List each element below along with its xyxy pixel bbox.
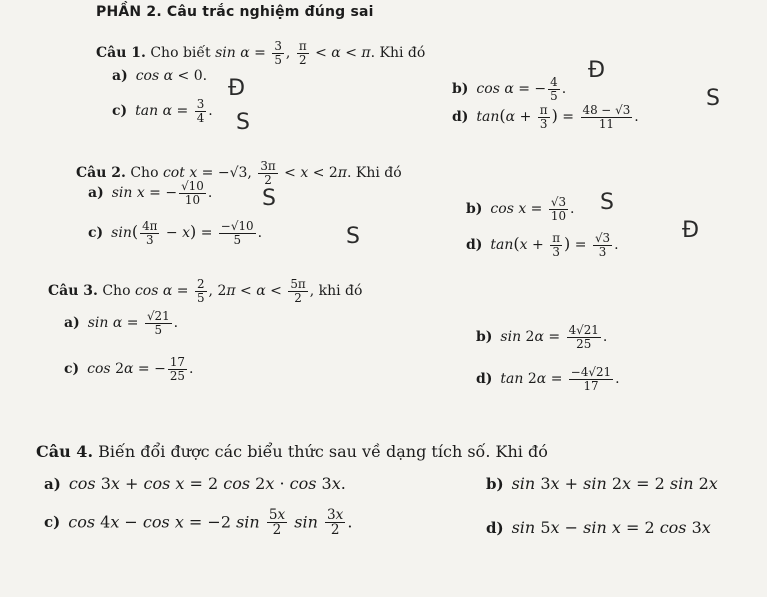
question-1-condition: sin α = $\frac{3}{5}$ , $\frac{\pi}{2}$ < α < π. [215,39,380,67]
q2-option-c: c) sin( $\frac{4\pi}{3}$ − x) = $\frac{-√10}{5}$ . [88,219,263,247]
q1-d-mark: S [706,86,720,111]
q1-option-a: a) cos α < 0. [112,68,208,84]
q4-option-c: c) cos 4x − cos x = −2 sin $\frac{5x}{2}$ sin $\frac{3x}{2}$ . [44,507,353,539]
question-1-tail: Khi đó [379,45,426,61]
q1-option-c: c) tan α = $\frac{3}{4}$ . [112,97,213,125]
q1-a-mark: Đ [228,76,246,101]
q4-option-d: d) sin 5x − sin x = 2 cos 3x [486,518,711,537]
question-3-stem [48,278,362,304]
q2-a-mark: S [262,186,276,211]
question-3-condition: cos α = $\frac{2}{5}$ , 2π < α < $\frac{5\pi}{2}$ , [134,277,319,305]
q2-option-a: a) sin x = − $\frac{√10}{10}$ . [88,179,213,207]
question-2-tail: Khi đó [355,165,402,181]
question-4-stem-text: Biến đổi được các biểu thức sau về dạng tích số. Khi đó [98,442,548,461]
q3-option-a: a) sin α = $\frac{√21}{5}$ . [64,309,179,337]
q3-option-c: c) cos 2α = − $\frac{17}{25}$ . [64,355,194,383]
question-1-stem-text: Cho biết [150,45,211,61]
q2-d-mark: Đ [682,218,700,243]
question-3-stem-text: Cho [102,283,131,299]
q3-option-d: d) tan 2α = $\frac{-4√21}{17}$ . [476,365,620,393]
q2-option-b: b) cos x = $\frac{√3}{10}$ . [466,195,575,223]
q2-option-d: d) tan(x + $\frac{\pi}{3}$ ) = $\frac{√3}{3}$ . [466,231,619,259]
q4-option-a: a) cos 3x + cos x = 2 cos 2x · cos 3x. [44,474,346,493]
q2-b-mark: S [600,190,614,215]
q4-option-b: b) sin 3x + sin 2x = 2 sin 2x [486,474,718,493]
q3-option-b: b) sin 2α = $\frac{4√21}{25}$ . [476,323,608,351]
question-4-stem [36,442,548,461]
section-title: PHẦN 2. Câu trắc nghiệm đúng sai [96,4,374,20]
question-1-label: Câu 1. [96,45,146,61]
question-2-stem-text: Cho [130,165,159,181]
question-2-condition: cot x = −√3, $\frac{3\pi}{2}$ < x < 2π. [162,159,356,187]
question-3-label: Câu 3. [48,283,98,299]
question-4-label: Câu 4. [36,442,94,461]
q1-option-b: b) cos α = − $\frac{4}{5}$ . [452,75,567,103]
q2-c-mark: S [346,224,360,249]
question-2-label: Câu 2. [76,165,126,181]
question-1-stem [96,40,425,66]
q1-option-d: d) tan(α + $\frac{\pi}{3}$ ) = $\frac{48 - √3}{11}$ . [452,103,639,131]
question-3-tail: khi đó [318,283,363,299]
q1-b-mark: Đ [588,58,606,83]
q1-c-mark: S [236,110,250,135]
